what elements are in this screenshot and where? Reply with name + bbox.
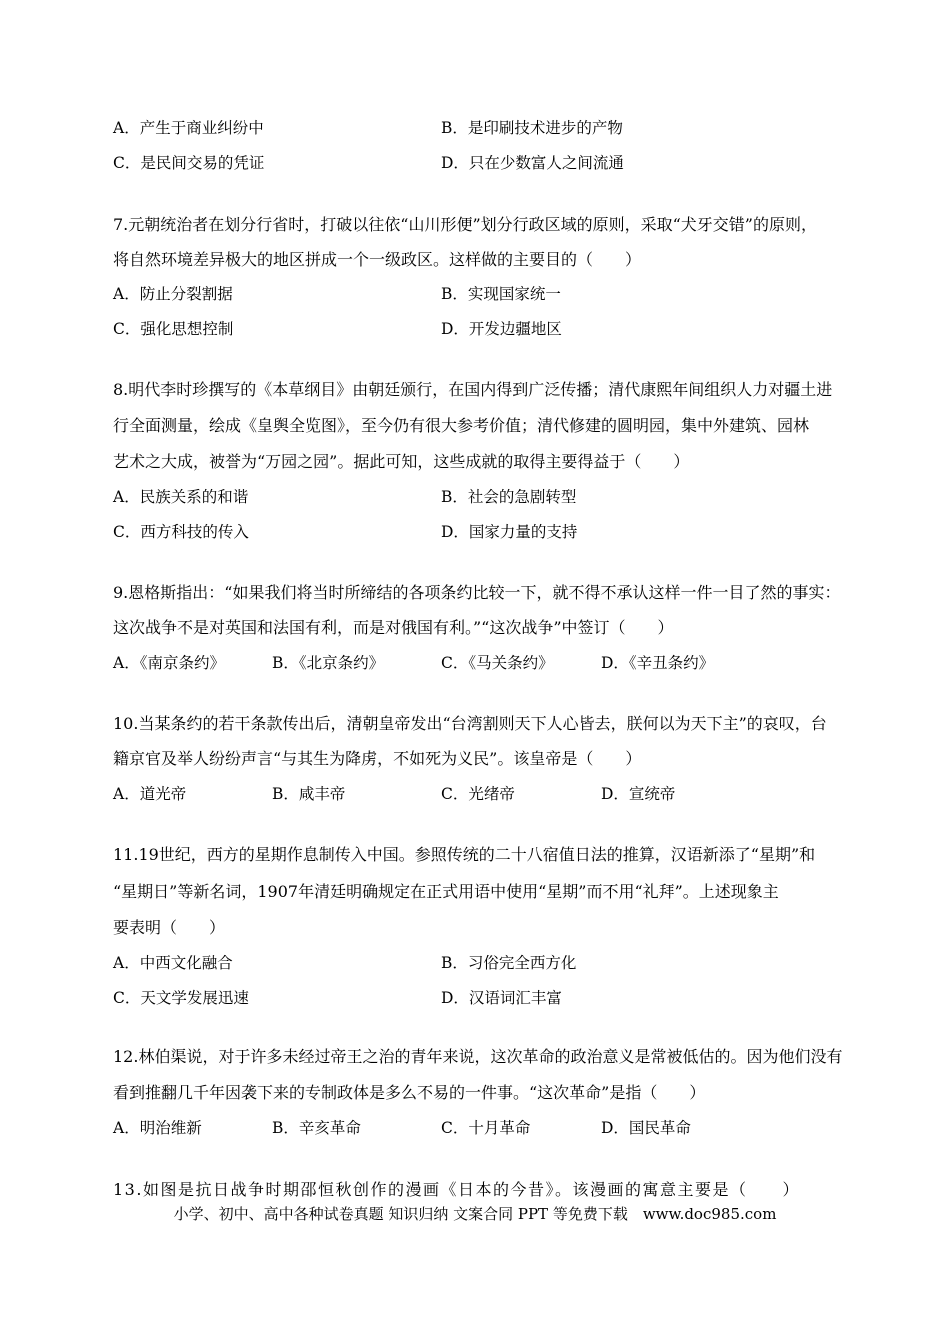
footer-watermark: 小学、初中、高中各种试卷真题 知识归纳 文案合同 PPT 等免费下载 www.doc985.com	[173, 1205, 777, 1223]
option-b: B．咸丰帝	[272, 785, 346, 803]
option-c: C．强化思想控制	[113, 320, 234, 338]
option-c: C．十月革命	[441, 1119, 531, 1137]
option-b: B．习俗完全西方化	[441, 954, 577, 972]
option-d: D．国民革命	[601, 1119, 691, 1137]
option-d: D．汉语词汇丰富	[441, 989, 562, 1007]
option-d: D．宣统帝	[601, 785, 676, 803]
option-b: B．辛亥革命	[272, 1119, 361, 1137]
option-b: B．社会的急剧转型	[441, 488, 577, 506]
question-7-stem: 7.元朝统治者在划分行省时，打破以往依“山川形便”划分行政区域的原则，采取“犬牙交错”的原则，	[113, 215, 817, 234]
question-10-stem: 10.当某条约的若干条款传出后，清朝皇帝发出“台湾割则天下人心皆去，朕何以为天下主”的哀叹，台	[113, 714, 827, 733]
option-b: B．《北京条约》	[272, 654, 385, 672]
option-c: C．是民间交易的凭证	[113, 154, 265, 172]
option-a: A．道光帝	[113, 785, 187, 803]
option-d: D．《辛丑条约》	[601, 654, 715, 672]
option-c: C．光绪帝	[441, 785, 515, 803]
option-c: C．西方科技的传入	[113, 523, 249, 541]
option-a: A．防止分裂割据	[113, 285, 233, 303]
option-a: A．中西文化融合	[113, 954, 233, 972]
question-10-stem-cont: 籍京官及举人纷纷声言“与其生为降虏，不如死为义民”。该皇帝是（ ）	[113, 749, 642, 768]
question-11-stem-cont: 要表明（ ）	[113, 918, 226, 937]
option-c: C．天文学发展迅速	[113, 989, 249, 1007]
question-8-stem: 8.明代李时珍撰写的《本草纲目》由朝廷颁行，在国内得到广泛传播；清代康熙年间组织人力对疆土进	[113, 380, 833, 399]
option-a: A．民族关系的和谐	[113, 488, 249, 506]
option-b: B．实现国家统一	[441, 285, 561, 303]
question-8-stem-cont: 行全面测量，绘成《皇舆全览图》，至今仍有很大参考价值；清代修建的圆明园，集中外建筑、园林	[113, 416, 810, 435]
option-c: C．《马关条约》	[441, 654, 554, 672]
option-d: D．只在少数富人之间流通	[441, 154, 624, 172]
question-11-stem-cont: “星期日”等新名词，1907年清廷明确规定在正式用语中使用“星期”而不用“礼拜”。上述现象主	[113, 882, 779, 901]
option-a: A．产生于商业纠纷中	[113, 119, 264, 137]
option-a: A．《南京条约》	[113, 654, 225, 672]
option-a: A．明治维新	[113, 1119, 202, 1137]
question-12-stem-cont: 看到推翻几千年因袭下来的专制政体是多么不易的一件事。“这次革命”是指（ ）	[113, 1083, 706, 1102]
option-d: D．国家力量的支持	[441, 523, 578, 541]
question-11-stem: 11.19世纪，西方的星期作息制传入中国。参照传统的二十八宿值日法的推算，汉语新添了“星期”和	[113, 845, 816, 864]
question-12-stem: 12.林伯渠说，对于许多未经过帝王之治的青年来说，这次革命的政治意义是常被低估的。因为他们没有	[113, 1047, 843, 1066]
question-8-stem-cont: 艺术之大成，被誉为“万园之园”。据此可知，这些成就的取得主要得益于（ ）	[113, 452, 690, 471]
option-d: D．开发边疆地区	[441, 320, 562, 338]
question-13-stem: 13.如图是抗日战争时期邵恒秋创作的漫画《日本的今昔》。该漫画的寓意主要是（ ）	[113, 1180, 800, 1199]
option-b: B．是印刷技术进步的产物	[441, 119, 623, 137]
question-9-stem: 9.恩格斯指出：“如果我们将当时所缔结的各项条约比较一下，就不得不承认这样一件一目了然的事实：	[113, 583, 841, 602]
question-9-stem-cont: 这次战争不是对英国和法国有利，而是对俄国有利。”“这次战争”中签订（ ）	[113, 618, 674, 637]
question-7-stem-cont: 将自然环境差异极大的地区拼成一个一级政区。这样做的主要目的（ ）	[113, 250, 642, 269]
